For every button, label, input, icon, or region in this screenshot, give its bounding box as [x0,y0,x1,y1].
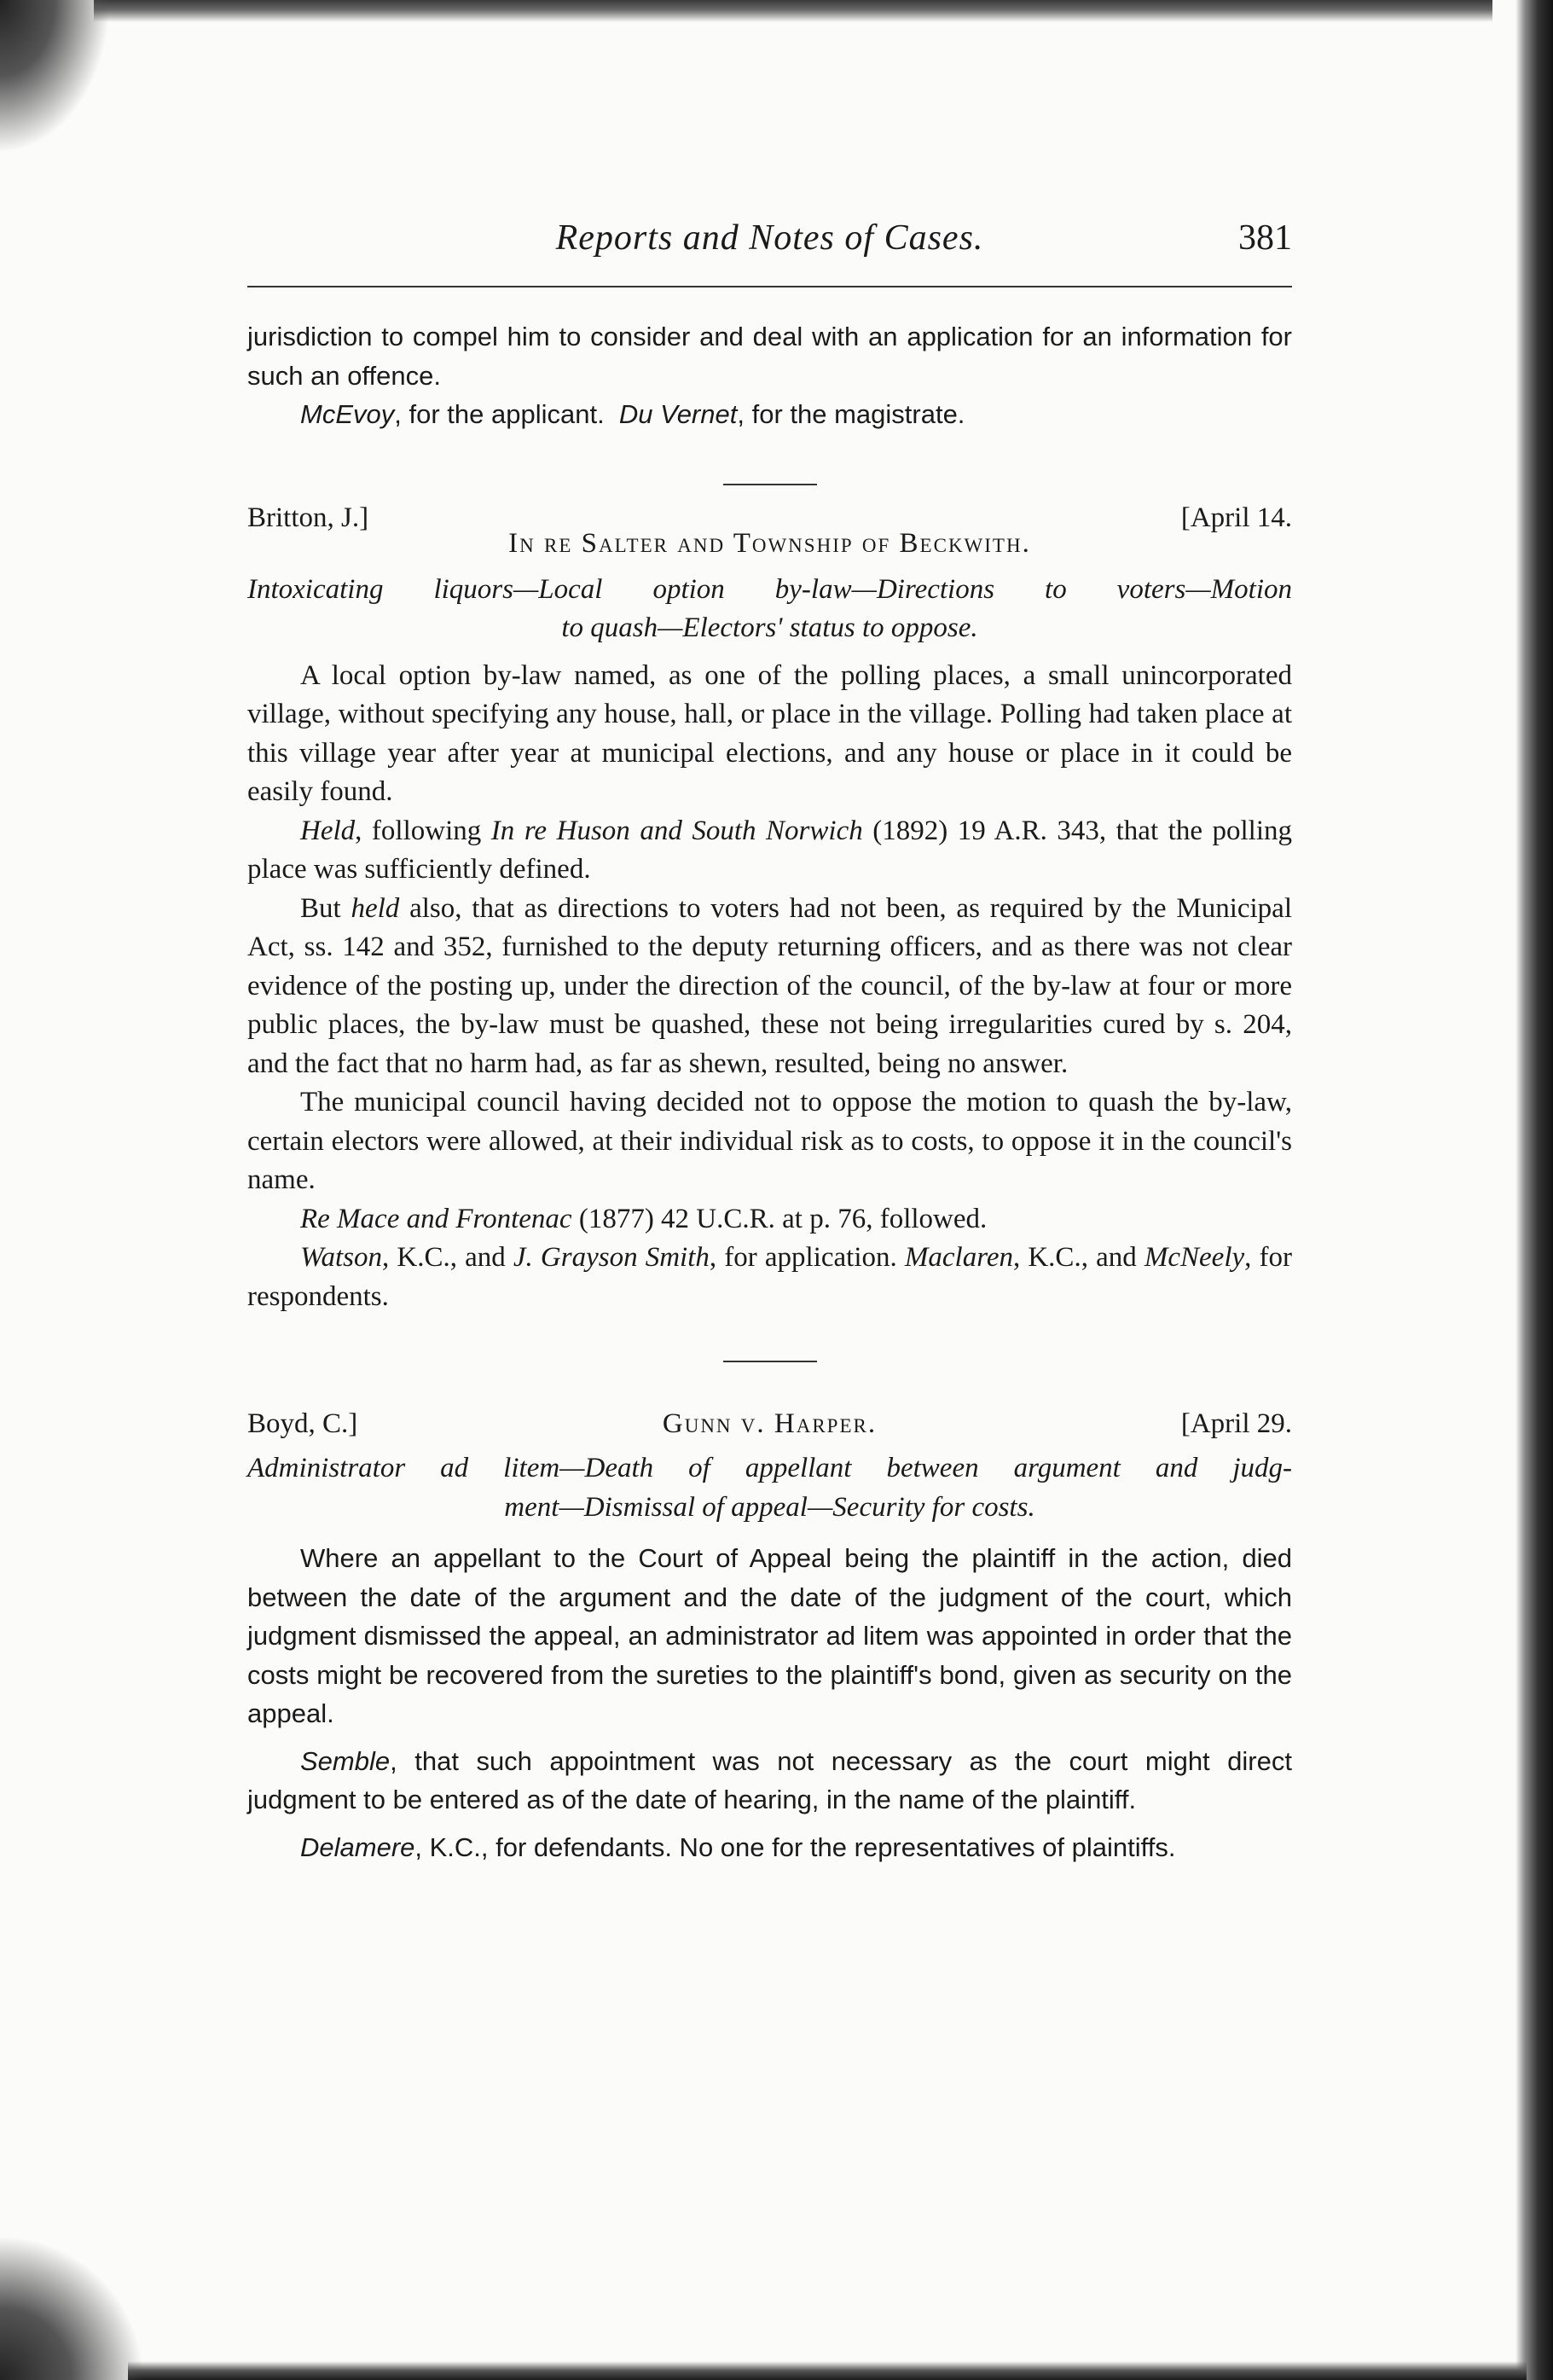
case-paragraph [247,890,1292,1084]
scan-edge-bottom [128,2361,1527,2380]
case-counsel [247,1828,1292,1867]
paragraph-text: But [300,892,351,924]
counsel-role: , K.C., and [1012,1242,1144,1273]
scan-corner-bottom-left [0,2235,145,2380]
counsel-name: McNeely [1144,1242,1245,1273]
counsel-name: Watson [300,1242,382,1273]
paragraph-text: , that such appointment was not necessary as the court might direct judgment to be entered as of the date of hearing, in the name of the plaintiff. [247,1745,1292,1814]
scan-corner-top-left [0,0,111,154]
catchwords-line: Intoxicating liquors—Local option by-law—Directions to voters—Motion [247,573,1292,605]
case-paragraph [247,1200,1292,1239]
case-paragraph: A local option by-law named, as one of the polling places, a small unincorporated village, without specifying any house, hall, or place in the village. Polling had taken place at this village year after year at municipal elections, and any house or place in it could be easily found. [247,659,1292,807]
case-judge: Boyd, C.] [247,1408,358,1439]
case-counsel [247,1239,1292,1316]
cited-case: In re Huson and South Norwich [490,815,863,846]
paragraph-text: , following [355,815,491,846]
counsel-name: Maclaren [904,1242,1013,1273]
continuation-counsel [247,395,1292,434]
counsel-name: Delamere [300,1831,415,1862]
catchwords-line: to quash—Electors' status to oppose. [561,612,978,643]
page-body [247,317,1292,1866]
paragraph-text: also, that as directions to voters had not been, as required by the Municipal Act, ss. 142 and 352, furnished to the deputy returning officers, and as there was not clear evidence of the posting up, under the direction of the council, of the by-law at four or more public places, the by-law must be quashed, these not being irregularities cured by s. 204, and the fact that no harm had, as far as shewn, resulted, being no answer. [247,892,1292,1079]
semble-word: Semble [300,1745,391,1776]
counsel-name: J. Grayson Smith [513,1242,710,1273]
section-divider [723,1361,817,1362]
case-paragraph [247,812,1292,890]
case-date: [April 14. [1180,502,1292,533]
section-divider [723,484,817,485]
case-catchwords [247,571,1292,648]
case-title: In re Salter and Township of Beckwith. [508,527,1031,559]
counsel-role: , for respondents. [247,1242,1293,1312]
catchwords-line: ment—Dismissal of appeal—Security for costs. [504,1491,1035,1523]
paragraph-text: (1877) 42 U.C.R. at p. 76, followed. [571,1203,988,1234]
running-title: Reports and Notes of Cases. [555,218,984,258]
page-number: 381 [1238,218,1292,258]
paragraph-text: (1892) 19 A.R. 343, that the polling place was sufficiently defined. [247,815,1293,885]
case-heading [247,499,1292,566]
counsel-role: , for the applicant. [394,399,605,429]
scan-edge-top [94,0,1492,22]
case-paragraph [247,1742,1292,1820]
held-word: held [351,892,400,924]
case-paragraph: The municipal council having decided not to oppose the motion to quash the by-law, certain electors were allowed, at their individual risk as to costs, to oppose it in the council's name. [247,1087,1292,1195]
case-catchwords [247,1449,1292,1527]
case-paragraph: Where an appellant to the Court of Appeal being the plaintiff in the action, died between the date of the argument and the date of the judgment of the court, which judgment dismissed the appeal, an administrator ad litem was appointed in order that the costs might be recovered from the sureties to the plaintiff's bond, given as security on the appeal. [247,1543,1292,1728]
continuation-paragraph: jurisdiction to compel him to consider and deal with an application for an information for such an offence. [247,322,1292,391]
case-date: [April 29. [1180,1408,1292,1439]
scan-edge-right [1515,0,1553,2380]
case-heading [247,1405,1292,1444]
counsel-name: Du Vernet [618,399,738,429]
counsel-role: , K.C., for defendants. No one for the representatives of plaintiffs. [414,1831,1176,1862]
counsel-role: , K.C., and [381,1242,513,1273]
catchwords-line: Administrator ad litem—Death of appellant between argument and judg- [247,1453,1292,1483]
held-word: Held [300,815,356,846]
counsel-name: McEvoy [300,399,395,429]
counsel-role: , for application. [709,1242,905,1273]
case-title: Gunn v. Harper. [662,1408,878,1439]
counsel-role: , for the magistrate. [737,399,965,429]
page-header [247,218,1292,287]
case-judge: Britton, J.] [247,502,369,533]
cited-case: Re Mace and Frontenac [300,1203,572,1234]
